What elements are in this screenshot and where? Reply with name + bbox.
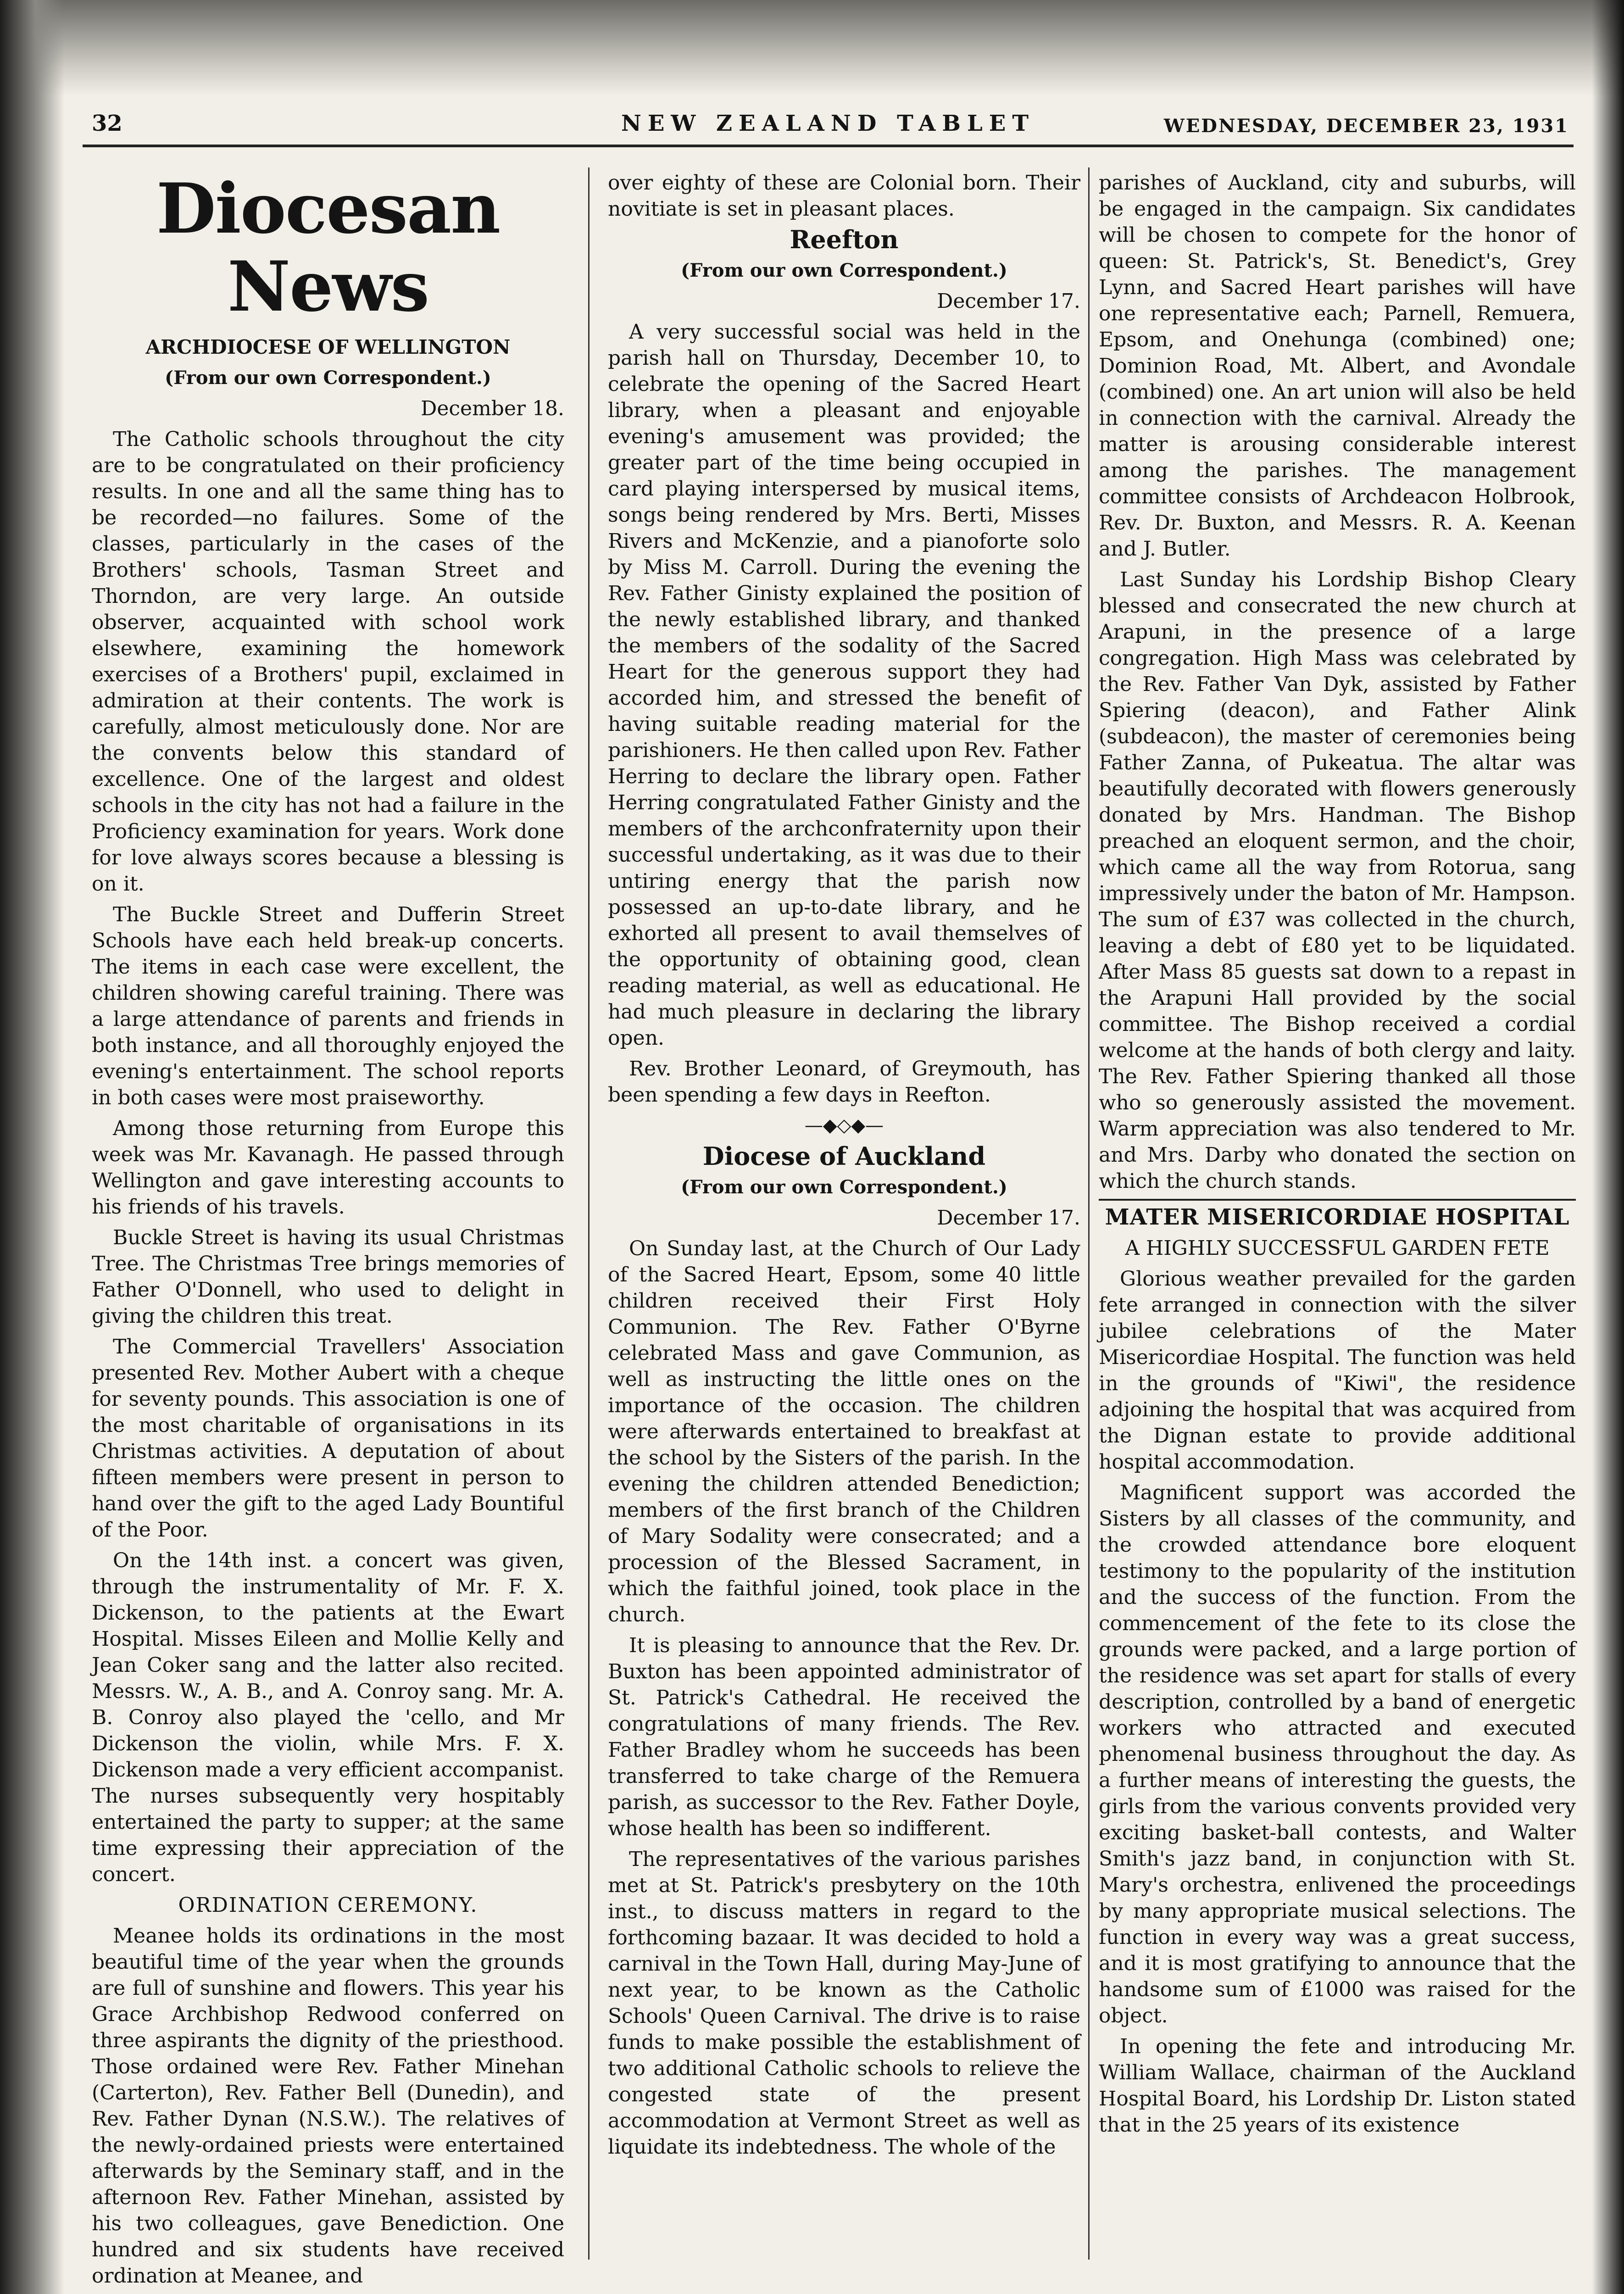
paragraph: Meanee holds its ordinations in the most beautiful time of the year when the grounds are full of sunshine and flowers. This year his Grace Archbishop Redwood conferred on three aspirants the dignity of the priesthood. Those ordained were Rev. Father Minehan (Carterton), Rev. Father Bell (Dunedin), and Rev. Father Dynan (N.S.W.). The relatives of the newly-ordained priests were entertained afterwards by the Seminary staff, and in the afternoon Rev. Father Minehan, assisted by his two colleagues, gave Benediction. One hundred and six students have received ordination at Meanee, and: [92, 1924, 564, 2288]
issue-date: WEDNESDAY, DECEMBER 23, 1931: [1163, 115, 1569, 137]
page-number: 32: [92, 111, 122, 136]
dateline: December 18.: [421, 397, 564, 420]
section-subtitle: A HIGHLY SUCCESSFUL GARDEN FETE: [1125, 1236, 1550, 1260]
paragraph: The representatives of the various parishes met at St. Patrick's presbytery on the 10th inst., to discuss matters in regard to the forthcoming bazaar. It was decided to hold a carnival in the Town Hall, during May-June of next year, to be known as the Catholic Schools' Queen Carnival. The drive is to raise funds to make possible the establishment of two additional Catholic schools to relieve the congested state of the present accommodation at Vermont Street as well as liquidate its indebtedness. The whole of the: [608, 1848, 1080, 2159]
continued-text: over eighty of these are Colonial born. Their novitiate is set in pleasant places.: [608, 171, 1080, 221]
paragraph: Rev. Brother Leonard, of Greymouth, has been spending a few days in Reefton.: [608, 1057, 1080, 1107]
paragraph: On Sunday last, at the Church of Our Lady of the Sacred Heart, Epsom, some 40 little children received their First Holy Communion. The Rev. Father O'Byrne celebrated Mass and gave Communion, as well as instructing the little ones on the importance of the occasion. The children were afterwards entertained to breakfast at the school by the Sisters of the parish. In the evening the children attended Benediction; members of the first branch of the Children of Mary Sodality were consecrated; and a procession of the Blessed Sacrament, in which the faithful joined, took place in the church.: [608, 1237, 1080, 1626]
masthead: Diocesan News: [156, 168, 500, 327]
dateline: December 17.: [937, 1206, 1080, 1230]
scan-shadow-right: [1592, 0, 1624, 2294]
section-title: Reefton: [790, 225, 899, 254]
byline: (From our own Correspondent.): [165, 367, 491, 389]
byline: (From our own Correspondent.): [681, 1176, 1007, 1198]
column-1: [92, 170, 564, 2294]
column-2: [608, 170, 1080, 2165]
paragraph: Buckle Street is having its usual Christmas Tree. The Christmas Tree brings memories of Father O'Donnell, who used to delight in giving the children this treat.: [92, 1226, 564, 1328]
running-head: [83, 108, 1574, 147]
paragraph: The Catholic schools throughout the city are to be congratulated on their proficiency results. In one and all the same thing has to be recorded—no failures. Some of the classes, particularly in the cases of the Brothers' schools, Tasman Street and Thorndon, are very large. An outside observer, acquainted with school work elsewhere, examining the homework exercises of a Brothers' pupil, exclaimed in admiration at their contents. The work is carefully, almost meticulously done. Nor are the convents below this standard of excellence. One of the largest and oldest schools in the city has not had a failure in the Proficiency examination for years. Work done for love always scores because a blessing is on it.: [92, 428, 564, 896]
column-rule: [588, 167, 590, 2260]
paragraph: It is pleasing to announce that the Rev. Dr. Buxton has been appointed administrator of St. Patrick's Cathedral. He received the congratulations of many friends. The Rev. Father Bradley whom he succeeds has been transferred to take charge of the Remuera parish, as successor to the Rev. Father Doyle, whose health has been so indifferent.: [608, 1634, 1080, 1840]
column-3: [1099, 170, 1576, 2143]
dateline: December 17.: [937, 290, 1080, 313]
continued-text: parishes of Auckland, city and suburbs, will be engaged in the campaign. Six candidates will be chosen to compete for the honor of queen: St. Patrick's, St. Benedict's, Grey Lynn, and Sacred Heart parishes will have one representative each; Parnell, Remuera, Epsom, and Onehunga (combined) one; Dominion Road, Mt. Albert, and Avondale (combined) one. An art union will also be held in connection with the carnival. Already the matter is arousing considerable interest among the parishes. The management committee consists of Archdeacon Holbrook, Rev. Dr. Buxton, and Messrs. R. A. Keenan and J. Butler.: [1099, 171, 1576, 561]
paragraph: In opening the fete and introducing Mr. William Wallace, chairman of the Auckland Hospital Board, his Lordship Dr. Liston stated that in the 25 years of its existence: [1099, 2035, 1576, 2137]
column-rule: [1088, 167, 1090, 2260]
paragraph: A very successful social was held in the parish hall on Thursday, December 10, to celebrate the opening of the Sacred Heart library, when a pleasant and enjoyable evening's amusement was provided; the greater part of the time being occupied in card playing interspersed by musical items, songs being rendered by Mrs. Berti, Misses Rivers and McKenzie, and a pianoforte solo by Miss M. Carroll. During the evening the Rev. Father Ginisty explained the position of the newly established library, and thanked the members of the sodality of the Sacred Heart for the generous support they had accorded him, and stressed the benefit of having suitable reading material for the parishioners. He then called upon Rev. Father Herring to declare the library open. Father Herring congratulated Father Ginisty and the members of the archconfraternity upon their successful undertaking, as it was due to their untiring energy that the parish now possessed an up-to-date library, and he exhorted all present to avail themselves of the opportunity of obtaining good, clean reading material, as well as educational. He had much pleasure in declaring the library open.: [608, 320, 1080, 1050]
section-title: ARCHDIOCESE OF WELLINGTON: [145, 336, 511, 358]
paragraph: Last Sunday his Lordship Bishop Cleary blessed and consecrated the new church at Arapuni, in the presence of a large congregation. High Mass was celebrated by the Rev. Father Van Dyk, assisted by Father Spiering (deacon), and Father Alink (subdeacon), the master of ceremonies being Father Zanna, of Pukeatua. The altar was beautifully decorated with flowers generously donated by Mrs. Handman. The Bishop preached an eloquent sermon, and the choir, which came all the way from Rotorua, sang impressively under the baton of Mr. Hampson. The sum of £37 was collected in the church, leaving a debt of £80 yet to be liquidated. After Mass 85 guests sat down to a repast in the Arapuni Hall provided by the social committee. The Bishop received a cordial welcome at the hands of both clergy and laity. The Rev. Father Spiering thanked all those who so generously assisted the movement. Warm appreciation was also tendered to Mr. and Mrs. Darby who donated the section on which the church stands.: [1099, 568, 1576, 1193]
paragraph: The Commercial Travellers' Association presented Rev. Mother Aubert with a cheque for seventy pounds. This association is one of the most charitable of organisations in its Christmas activities. A deputation of about fifteen members were present in person to hand over the gift to the aged Lady Bountiful of the Poor.: [92, 1335, 564, 1542]
paragraph: On the 14th inst. a concert was given, through the instrumentality of Mr. F. X. Dickenson, to the patients at the Ewart Hospital. Misses Eileen and Mollie Kelly and Jean Coker sang and the latter also recited. Messrs. W., A. B., and A. Conroy sang. Mr. A. B. Conroy also played the 'cello, and Mr Dickenson the violin, while Mrs. F. X. Dickenson made a very efficient accompanist. The nurses subsequently very hospitably entertained the party to supper; at the same time expressing their appreciation of the concert.: [92, 1549, 564, 1886]
paragraph: Among those returning from Europe this week was Mr. Kavanagh. He passed through Wellington and gave interesting accounts to his friends of his travels.: [92, 1117, 564, 1219]
scan-shadow-top: [0, 0, 1624, 96]
publication-title: NEW ZEALAND TABLET: [621, 111, 1035, 136]
paragraph: Glorious weather prevailed for the garden fete arranged in connection with the silver jubilee celebrations of the Mater Misericordiae Hospital. The function was held in the grounds of "Kiwi", the residence adjoining the hospital that was acquired from the Dignan estate to provide additional hospital accommodation.: [1099, 1267, 1576, 1474]
paragraph: The Buckle Street and Dufferin Street Schools have each held break-up concerts. The items in each case were excellent, the children showing careful training. There was a large attendance of parents and friends in both instance, and all thoroughly enjoyed the evening's entertainment. The school reports in both cases were most praiseworthy.: [92, 903, 564, 1109]
paragraph: Magnificent support was accorded the Sisters by all classes of the community, and the crowded attendance bore eloquent testimony to the popularity of the institution and the success of the function. From the commencement of the fete to its close the grounds were packed, and a large portion of the residence was set apart for stalls of every description, controlled by a band of energetic workers who attracted and executed phenomenal business throughout the day. As a further means of interesting the guests, the girls from the various convents provided very exciting basket-ball contests, and Walter Smith's jazz band, in conjunction with St. Mary's orchestra, enlivened the proceedings by many appropriate musical selections. The function in every way was a great success, and it is most gratifying to announce that the handsome sum of £1000 was raised for the object.: [1099, 1481, 1576, 2027]
ornament-divider: —◆◇◆—: [804, 1115, 884, 1136]
section-title: Diocese of Auckland: [702, 1141, 986, 1171]
scan-shadow-left: [0, 0, 64, 2294]
section-heading: ORDINATION CEREMONY.: [178, 1893, 478, 1917]
byline: (From our own Correspondent.): [681, 260, 1007, 281]
section-title: MATER MISERICORDIAE HOSPITAL: [1099, 1199, 1576, 1231]
